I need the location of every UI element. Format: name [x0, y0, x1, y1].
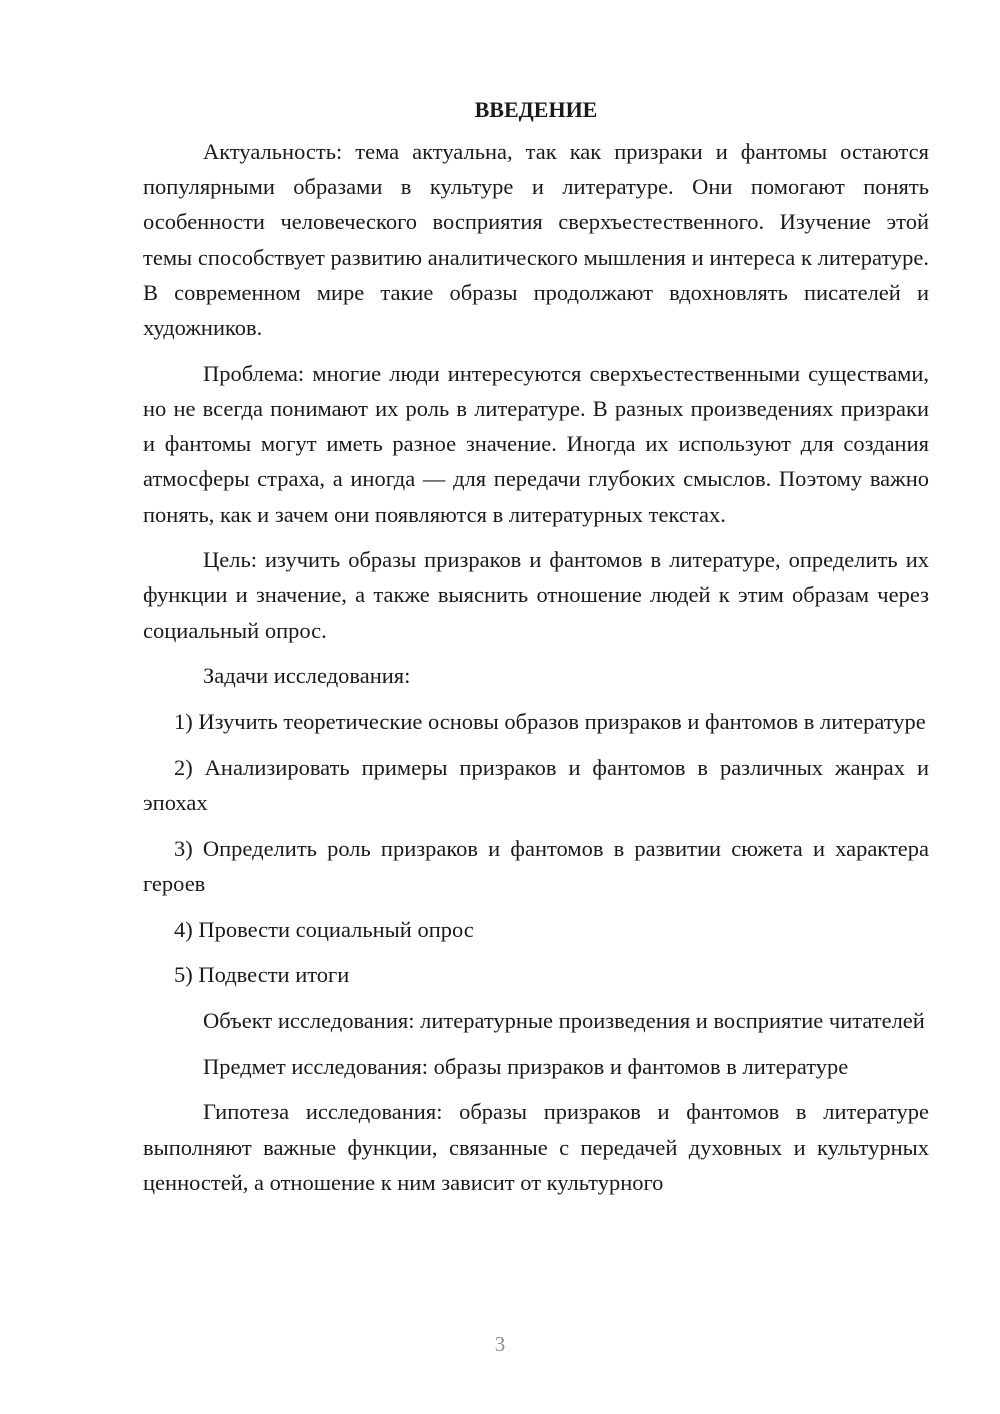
page-number: 3 — [494, 1332, 506, 1356]
task-item: 3) Определить роль призраков и фантомов в развитии сюжета и характера героев — [143, 835, 929, 896]
paragraph-tasks-heading: Задачи исследования: — [203, 663, 411, 689]
task-item: 5) Подвести итоги — [174, 962, 350, 988]
task-list — [143, 704, 929, 992]
paragraph-problem: Проблема: многие люди интересуются сверхъестественными существами, но не всегда понимают их роль в литературе. В разных произведениях призраки и фантомы могут иметь разное значение. Иногда их используют для создания атмосферы страха, а иногда — для передачи глубоких смыслов. Поэтому важно понять, как и зачем они появляются в литературных текстах. — [143, 360, 929, 527]
section-title: ВВЕДЕНИЕ — [474, 97, 598, 122]
paragraph-hypothesis: Гипотеза исследования: образы призраков и фантомов в литературе выполняют важные функции, связанные с передачей духовных и культурных ценностей, а отношение к ним зависит от культурного — [143, 1099, 929, 1195]
paragraph-subject: Предмет исследования: образы призраков и фантомов в литературе — [203, 1053, 849, 1079]
task-item: 1) Изучить теоретические основы образов призраков и фантомов в литературе — [174, 709, 926, 735]
paragraph-goal: Цель: изучить образы призраков и фантомов в литературе, определить их функции и значение, а также выяснить отношение людей к этим образам через социальный опрос. — [143, 547, 929, 643]
task-item: 2) Анализировать примеры призраков и фантомов в различных жанрах и эпохах — [143, 754, 929, 815]
paragraph-object: Объект исследования: литературные произведения и восприятие читателей — [203, 1007, 925, 1033]
document-page — [143, 92, 929, 1210]
task-item: 4) Провести социальный опрос — [174, 916, 474, 942]
paragraph-relevance: Актуальность: тема актуальна, так как призраки и фантомы остаются популярными образами в культуре и литературе. Они помогают понять особенности человеческого восприятия сверхъестественного. Изучение этой темы способствует развитию аналитического мышления и интереса к литературе. В современном мире такие образы продолжают вдохновлять писателей и художников. — [143, 139, 929, 341]
